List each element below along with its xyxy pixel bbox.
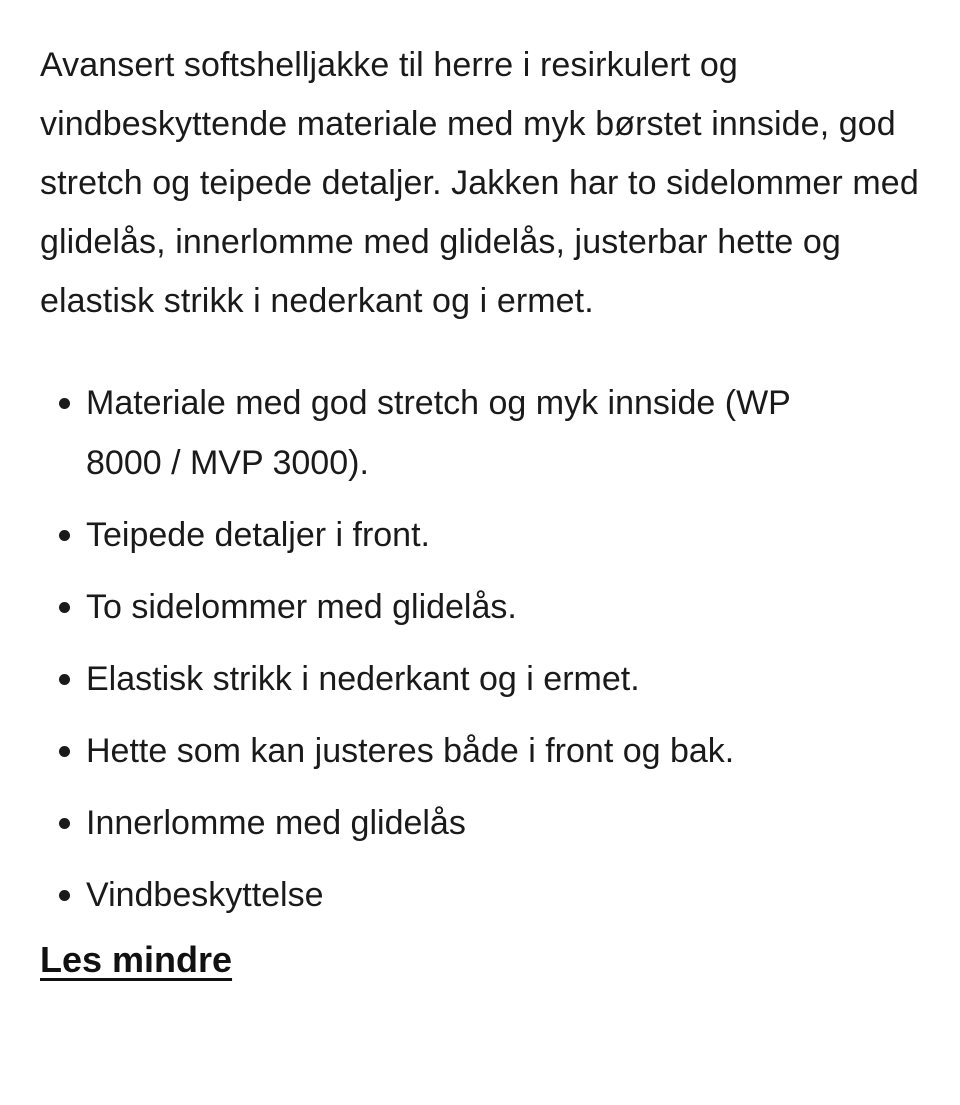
bullet-icon (59, 398, 70, 409)
bullet-icon (59, 818, 70, 829)
feature-item (86, 649, 930, 709)
bullet-icon (59, 746, 70, 757)
feature-item (86, 721, 930, 781)
product-description-section (40, 36, 930, 981)
feature-text: Elastisk strikk i nederkant og i ermet. (86, 660, 640, 698)
bullet-icon (59, 530, 70, 541)
feature-text: To sidelommer med glidelås. (86, 588, 517, 626)
feature-list (40, 373, 930, 925)
read-less-link[interactable]: Les mindre (40, 939, 233, 980)
feature-item (86, 373, 930, 493)
feature-text: Materiale med god stretch og myk innside (WP 8000 / MVP 3000). (86, 384, 791, 482)
bullet-icon (59, 674, 70, 685)
product-description: Avansert softshelljakke til herre i resirkulert og vindbeskyttende materiale med myk børstet innside, god stretch og teipede detaljer. Jakken har to sidelommer med glidelås, innerlomme med glidelås, justerbar hette og elastisk strikk i nederkant og i ermet. (40, 46, 919, 320)
feature-text: Innerlomme med glidelås (86, 804, 466, 842)
feature-item (86, 577, 930, 637)
feature-item (86, 865, 930, 925)
feature-item (86, 793, 930, 853)
feature-text: Hette som kan justeres både i front og bak. (86, 732, 735, 770)
feature-text: Teipede detaljer i front. (86, 516, 430, 554)
bullet-icon (59, 602, 70, 613)
bullet-icon (59, 890, 70, 901)
feature-text: Vindbeskyttelse (86, 876, 324, 914)
feature-item (86, 505, 930, 565)
